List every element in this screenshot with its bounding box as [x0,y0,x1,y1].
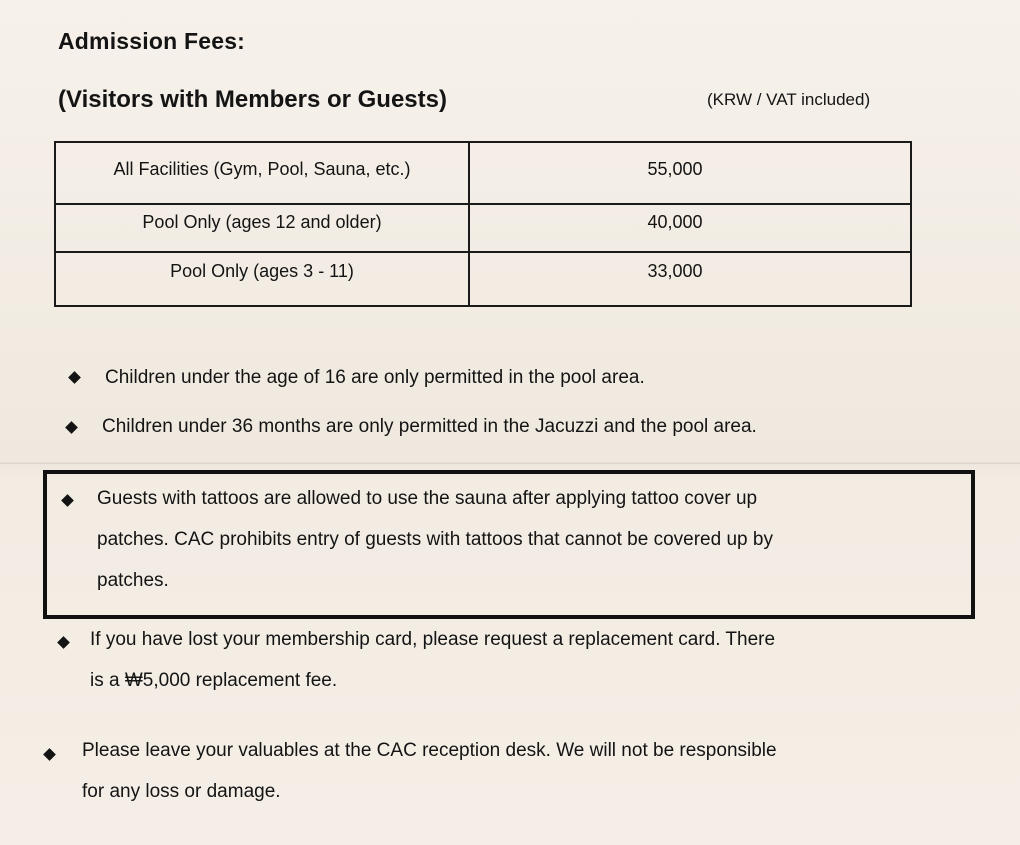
diamond-bullet-icon [68,371,81,384]
diamond-bullet-icon [65,421,78,434]
fee-item-cell: Pool Only (ages 3 - 11) [55,252,469,306]
fee-table [54,141,912,307]
note-text: patches. CAC prohibits entry of guests with tattoos that cannot be covered up by [97,529,773,550]
paper-fold [0,462,1020,465]
note-lost-card [90,619,775,701]
diamond-bullet-icon [43,748,56,761]
note-children-36m [102,406,757,447]
note-text: is a ₩5,000 replacement fee. [90,670,338,691]
note-tattoos [97,478,773,601]
currency-note: (KRW / VAT included) [707,90,871,109]
note-text: patches. [97,570,169,591]
fee-item-cell: Pool Only (ages 12 and older) [55,204,469,252]
fee-price-cell: 40,000 [469,204,911,252]
fee-price-cell: 33,000 [469,252,911,306]
note-text: for any loss or damage. [82,781,281,802]
note-text: If you have lost your membership card, please request a replacement card. There [90,629,776,650]
diamond-bullet-icon [57,636,70,649]
note-children-16 [105,357,645,398]
page-title: Admission Fees: [58,28,246,54]
fee-price-cell: 55,000 [469,142,911,204]
note-valuables [82,730,777,812]
table-row [55,252,911,306]
note-text: Please leave your valuables at the CAC reception desk. We will not be responsible [82,740,777,761]
table-row [55,142,911,204]
table-row [55,204,911,252]
page-subtitle: (Visitors with Members or Guests) [58,86,447,113]
fee-item-cell: All Facilities (Gym, Pool, Sauna, etc.) [55,142,469,204]
note-text: Children under 36 months are only permitted in the Jacuzzi and the pool area. [102,416,757,437]
note-text: Guests with tattoos are allowed to use the sauna after applying tattoo cover up [97,488,758,509]
note-text: Children under the age of 16 are only permitted in the pool area. [105,367,645,388]
